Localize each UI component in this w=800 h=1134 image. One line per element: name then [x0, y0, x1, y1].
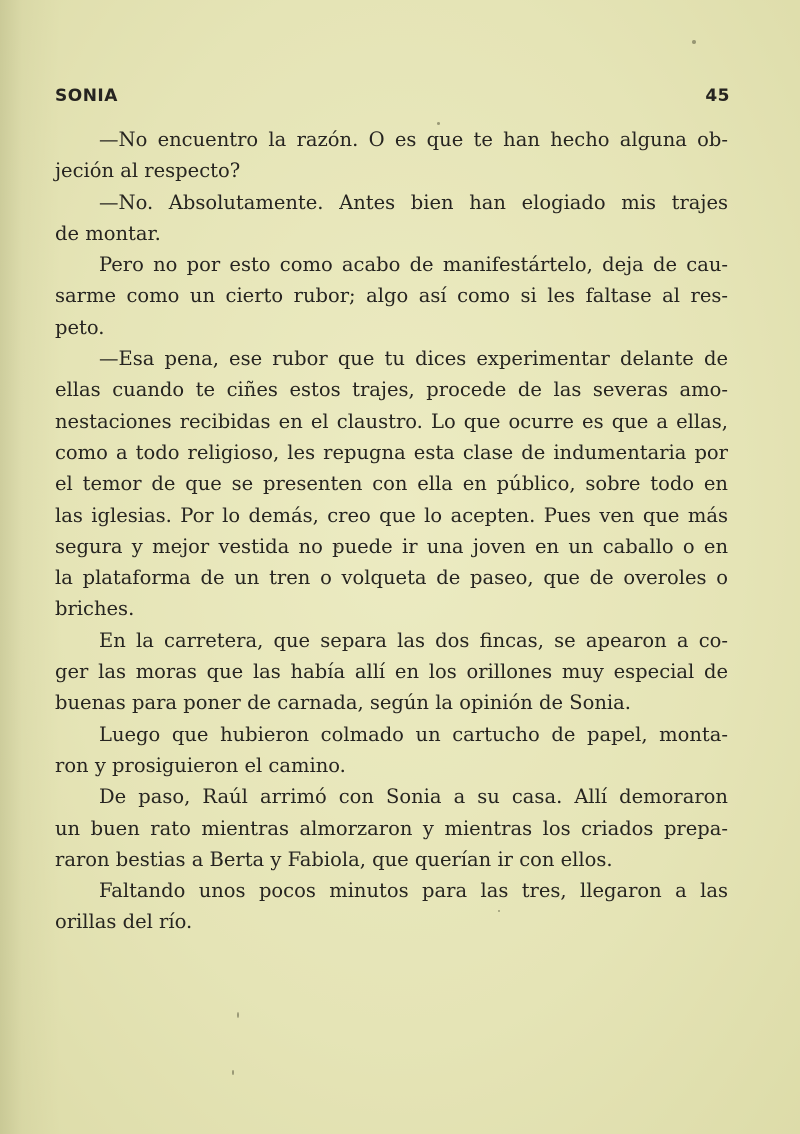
text-line: segura y mejor vestida no puede ir una joven en un caballo o en — [55, 534, 728, 558]
text-line: —No encuentro la razón. O es que te han hecho alguna ob- — [99, 128, 728, 151]
text-line: de montar. — [55, 221, 161, 245]
text-line: Faltando unos pocos minutos para las tres, llegaron a las — [99, 879, 728, 903]
text-line: un buen rato mientras almorzaron y mientras los criados prepa- — [55, 816, 728, 840]
text-line: Pero no por esto como acabo de manifestártelo, deja de cau- — [99, 253, 728, 277]
running-head-title: SONIA — [55, 86, 118, 106]
paper-speck — [232, 1070, 234, 1075]
running-head — [55, 86, 730, 110]
body-text — [55, 124, 728, 938]
text-line: —Esa pena, ese rubor que tu dices experimentar delante de — [99, 347, 728, 371]
text-line: ger las moras que las había allí en los orillones muy especial de — [55, 660, 728, 684]
text-line: ron y prosiguieron el camino. — [55, 753, 346, 777]
text-line: las iglesias. Por lo demás, creo que lo acepten. Pues ven que más — [55, 503, 728, 527]
text-line: orillas del río. — [55, 910, 193, 934]
paper-speck — [692, 40, 696, 44]
paper-speck — [437, 122, 440, 125]
paper-speck — [498, 910, 500, 912]
text-line: el temor de que se presenten con ella en público, sobre todo en — [55, 472, 728, 496]
text-line: ellas cuando te ciñes estos trajes, procede de las severas amo- — [55, 378, 728, 402]
text-line: nestaciones recibidas en el claustro. Lo que ocurre es que a ellas, — [55, 409, 728, 433]
text-line: En la carretera, que separa las dos fincas, se apearon a co- — [99, 628, 728, 652]
text-line: raron bestias a Berta y Fabiola, que querían ir con ellos. — [55, 847, 613, 871]
text-line: buenas para poner de carnada, según la opinión de Sonia. — [55, 691, 631, 715]
page-number: 45 — [705, 86, 730, 106]
text-line: la plataforma de un tren o volqueta de paseo, que de overoles o — [55, 566, 728, 590]
text-line: como a todo religioso, les repugna esta clase de indumentaria por — [55, 440, 728, 464]
paper-speck — [237, 1012, 239, 1018]
paper-speck — [336, 545, 339, 548]
text-line: peto. — [55, 315, 105, 339]
text-line: sarme como un cierto rubor; algo así como si les faltase al res- — [55, 284, 728, 308]
text-line: jeción al respecto? — [55, 159, 241, 183]
text-line: briches. — [55, 597, 135, 621]
text-line: —No. Absolutamente. Antes bien han elogiado mis trajes — [99, 190, 728, 214]
text-line: De paso, Raúl arrimó con Sonia a su casa. Allí demoraron — [99, 785, 728, 809]
text-line: Luego que hubieron colmado un cartucho de papel, monta- — [99, 722, 728, 746]
